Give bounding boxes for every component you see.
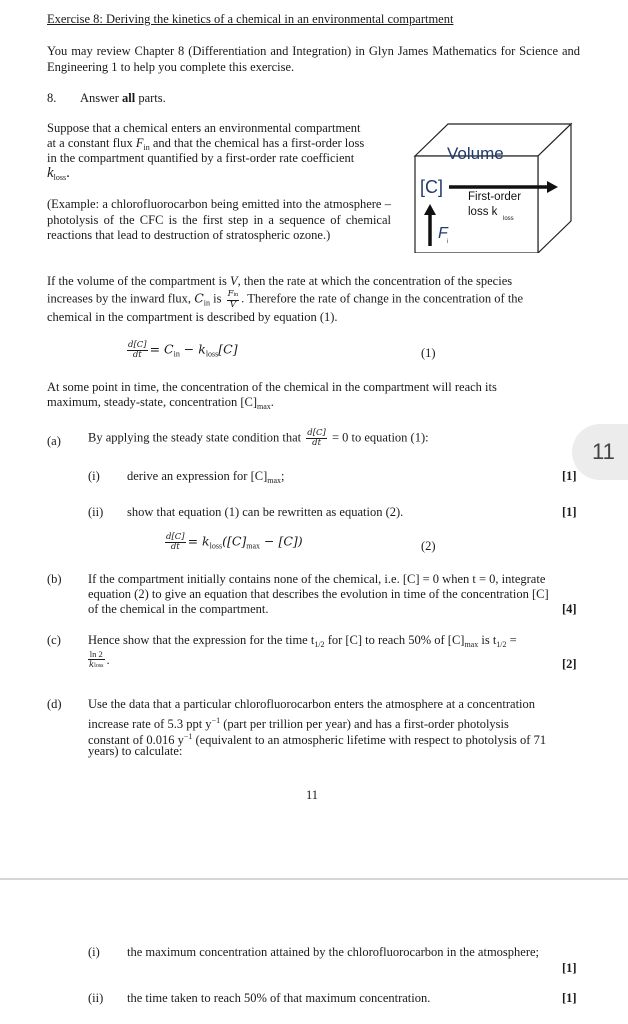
equation-1: $\frac{d[C]}{dt}$ = $C_{in} - k_{loss}[C]$ — [128, 340, 238, 360]
question-prompt: Answer all parts. — [80, 91, 166, 105]
part-d-ii-mark: [1] — [562, 991, 577, 1005]
part-d-i-text: the maximum concentration attained by the chlorofluorocarbon in the atmosphere; — [127, 945, 540, 959]
part-d-line2: increase rate of 5.3 ppt $y^{-1}$ (part per trillion per year) and has a first-order photolysis — [88, 716, 509, 731]
para2-line1: If the volume of the compartment is V, then the rate at which the concentration of the species — [47, 274, 513, 288]
part-a-i-label: (i) — [88, 469, 100, 483]
part-a-text: By applying the steady state condition that $\frac{d[C]}{dt}$ = 0 to equation (1): — [88, 428, 429, 448]
part-a-ii-mark: [1] — [562, 505, 577, 519]
concentration-label: [C] — [420, 177, 444, 197]
part-d-label: (d) — [47, 697, 62, 711]
part-d-ii-text: the time taken to reach 50% of that maximum concentration. — [127, 991, 431, 1005]
part-d-line3: constant of 0.016 $y^{-1}$ (equivalent to an atmospheric lifetime with respect to photolysis of 71 — [88, 732, 547, 747]
para1-line-c: in the compartment quantified by a first-order rate coefficient — [47, 151, 355, 165]
part-a-ii-text: show that equation (1) can be rewritten as equation (2). — [127, 505, 404, 519]
para2-line3: chemical in the compartment is described by equation (1). — [47, 310, 338, 324]
intro-paragraph: You may review Chapter 8 (Differentiation and Integration) in Glyn James Mathematics for Science and Engineering 1 to help you complete this exercise. — [47, 44, 580, 74]
equation-2-label: (2) — [421, 539, 436, 553]
volume-label: Volume — [447, 144, 504, 163]
page-divider — [0, 878, 628, 880]
page-badge: 11 — [572, 424, 628, 480]
flux-sub: i — [447, 239, 449, 245]
part-b-mark: [4] — [562, 602, 577, 616]
para2-line2: increases by the inward flux, $C_{in}$ is $\frac{\text{Fin}}{V}$ . Therefore the rate of change in the concentration of the — [47, 289, 524, 310]
para1-line-a: Suppose that a chemical enters an environmental compartment — [47, 121, 361, 135]
para3-line2: maximum, steady-state, concentration $[C]_{max}$. — [47, 395, 274, 411]
flux-label: F — [438, 225, 448, 242]
loss-sub: loss — [503, 216, 514, 222]
para3-line1: At some point in time, the concentration of the chemical in the compartment will reach its — [47, 380, 497, 394]
equation-1-label: (1) — [421, 346, 436, 360]
example-paragraph: (Example: a chlorofluorocarbon being emitted into the atmosphere – photolysis of the CFC is the first step in a sequence of chemical reactions that lead to destruction of stratospheric ozone.) — [47, 197, 391, 242]
para1-line-b: at a constant flux $F_{in}$ and that the chemical has a first-order loss — [47, 136, 365, 152]
part-c-fraction: $\frac{\ln 2}{\text{kloss}}$ . — [89, 649, 110, 670]
loss-label-1: First-order — [468, 191, 522, 203]
part-a-label: (a) — [47, 434, 61, 448]
part-d-i-mark: [1] — [562, 961, 577, 975]
part-d-line4: years) to calculate: — [88, 744, 183, 758]
part-a-i-text: derive an expression for $[C]_{max}$; — [127, 469, 285, 485]
part-b-line3: of the chemical in the compartment. — [88, 602, 269, 616]
compartment-diagram — [408, 118, 578, 253]
part-a-i-mark: [1] — [562, 469, 577, 483]
part-b-line1: If the compartment initially contains none of the chemical, i.e. [C] = 0 when t = 0, integrate — [88, 572, 546, 586]
loss-label-2: loss k — [468, 206, 498, 218]
part-a-ii-label: (ii) — [88, 505, 104, 519]
part-b-line2: equation (2) to give an equation that describes the evolution in time of the concentration [C] — [88, 587, 549, 601]
part-c-mark: [2] — [562, 657, 577, 671]
part-c-text: Hence show that the expression for the time $t_{1/2}$ for [C] to reach 50% of $[C]_{max}$ is $t_{1/2}$ = — [88, 633, 517, 649]
part-b-label: (b) — [47, 572, 62, 586]
part-d-ii-label: (ii) — [88, 991, 104, 1005]
part-d-line1: Use the data that a particular chlorofluorocarbon enters the atmosphere at a concentration — [88, 697, 536, 711]
part-c-label: (c) — [47, 633, 61, 647]
page-number: 11 — [306, 788, 319, 802]
para1-k-loss: $k_{loss}$. — [47, 165, 70, 182]
part-d-i-label: (i) — [88, 945, 100, 959]
equation-2: $\frac{d[C]}{dt}$ = $k_{loss}([C]_{max} - [C])$ — [166, 532, 303, 552]
question-number: 8. — [47, 91, 57, 105]
exercise-title: Exercise 8: Deriving the kinetics of a chemical in an environmental compartment — [47, 12, 454, 26]
